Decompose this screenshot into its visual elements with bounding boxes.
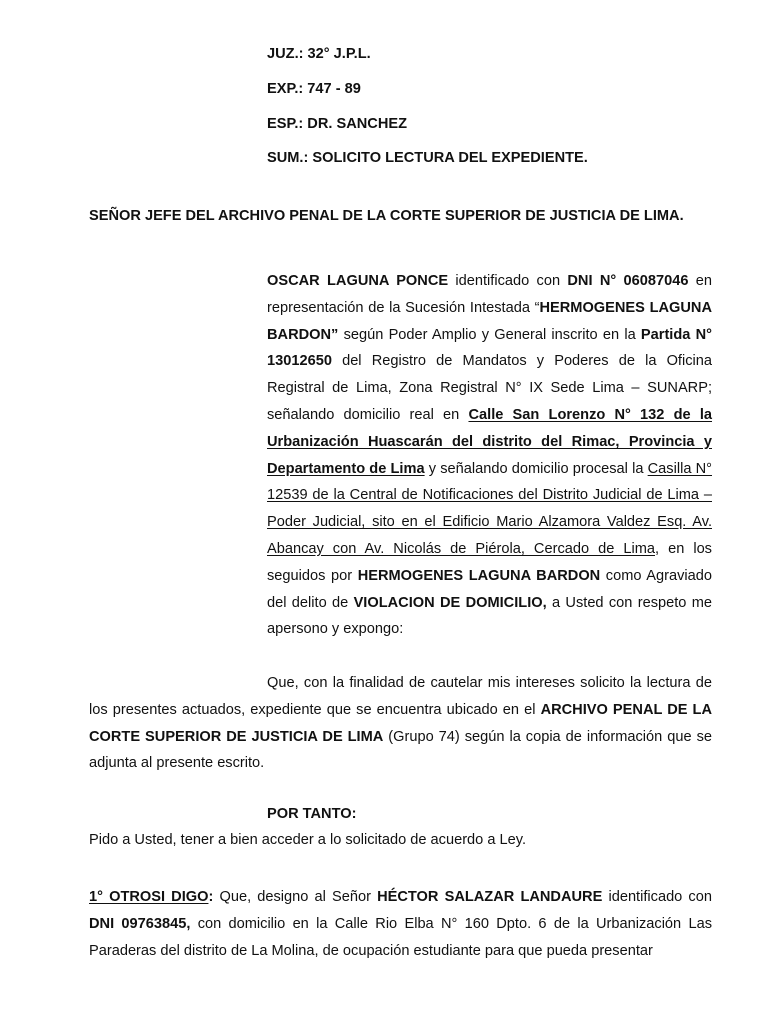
por-tanto-heading: POR TANTO:: [267, 806, 357, 822]
procedural-address: Casilla N° 12539 de la Central de Notificaciones del Distrito Judicial de Lima – Poder Judicial, sito en el Edificio Mario Alzamora Valdez Esq. Av. Abancay con Av. Nicolás de Piérola, Cercado de Lima: [267, 460, 712, 557]
header-sumilla: SUM.: SOLICITO LECTURA DEL EXPEDIENTE.: [267, 150, 588, 166]
designee-name: HÉCTOR SALAZAR LANDAURE: [377, 889, 603, 905]
petition-line: Pido a Usted, tener a bien acceder a lo solicitado de acuerdo a Ley.: [89, 832, 527, 848]
designee-dni: DNI 09763845,: [89, 915, 191, 932]
otrosi-paragraph: 1° OTROSI DIGO: Que, designo al Señor HÉCTOR SALAZAR LANDAURE identificado con DNI 09763845, con domicilio en la Calle Rio Elba N° 160 Dpto. 6 de la Urbanización Las Paraderas del distrito de La Molina, de ocupación estudiante para que pueda presentar: [89, 889, 712, 959]
otrosi-label: 1° OTROSI DIGO: [89, 889, 209, 905]
petitioner-dni: DNI N° 06087046: [567, 273, 689, 289]
offense-name: VIOLACION DE DOMICILIO,: [353, 594, 547, 611]
succession-name: HERMOGENES LAGUNA BARDON”: [267, 299, 713, 343]
archive-name: ARCHIVO PENAL DE LA CORTE SUPERIOR DE JUSTICIA DE LIMA: [89, 701, 713, 745]
intro-paragraph: OSCAR LAGUNA PONCE identificado con DNI N° 06087046 en representación de la Sucesión Intestada “HERMOGENES LAGUNA BARDON” según Poder Amplio y General inscrito en la Partida N° 13012650 del Registro de Mandatos y Poderes de la Oficina Registral de Lima, Zona Registral N° IX Sede Lima – SUNARP; señalando domicilio real en Calle San Lorenzo N° 132 de la Urbanización Huascarán del distrito del Rimac, Provincia y Departamento de Lima y señalando domicilio procesal la Casilla N° 12539 de la Central de Notificaciones del Distrito Judicial de Lima – Poder Judicial, sito en el Edificio Mario Alzamora Valdez Esq. Av. Abancay con Av. Nicolás de Piérola, Cercado de Lima, en los seguidos por HERMOGENES LAGUNA BARDON como Agraviado del delito de VIOLACION DE DOMICILIO, a Usted con respeto me apersono y expongo:: [267, 273, 713, 638]
request-paragraph: Que, con la finalidad de cautelar mis intereses solicito la lectura de los presentes actuados, expediente que se encuentra ubicado en el ARCHIVO PENAL DE LA CORTE SUPERIOR DE JUSTICIA DE LIMA (Grupo 74) según la copia de información que se adjunta al presente escrito.: [89, 675, 713, 772]
petitioner-name: OSCAR LAGUNA PONCE: [267, 273, 449, 289]
header-juzgado: JUZ.: 32° J.P.L.: [267, 46, 371, 62]
real-address: Calle San Lorenzo N° 132 de la Urbanización Huascarán del distrito del Rimac, Provincia y Departamento de Lima: [267, 406, 712, 477]
addressee: SEÑOR JEFE DEL ARCHIVO PENAL DE LA CORTE SUPERIOR DE JUSTICIA DE LIMA.: [89, 208, 684, 224]
partida-number: Partida N° 13012650: [267, 326, 712, 370]
header-expediente: EXP.: 747 - 89: [267, 81, 361, 97]
header-especialista: ESP.: DR. SANCHEZ: [267, 116, 408, 132]
aggrieved-name: HERMOGENES LAGUNA BARDON: [357, 567, 601, 584]
